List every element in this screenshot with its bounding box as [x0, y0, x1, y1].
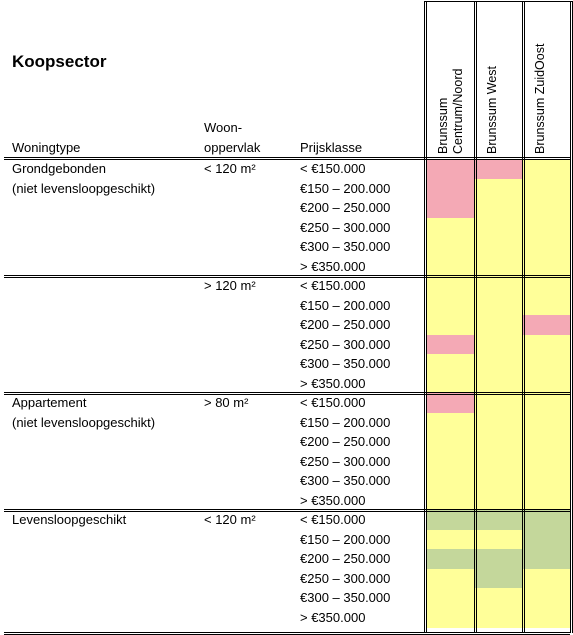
status-cell: [523, 393, 570, 413]
status-cell: [426, 276, 474, 296]
woonoppervlak-value: < 120 m²: [204, 161, 256, 176]
region-header-line2: Centrum/Noord: [451, 68, 465, 154]
status-cell: [523, 491, 570, 511]
status-cell: [426, 393, 474, 413]
status-cell: [523, 471, 570, 491]
status-cell: [523, 413, 570, 433]
row-separator: [4, 632, 570, 633]
status-cell: [523, 276, 570, 296]
status-cell: [426, 296, 474, 316]
status-cell: [426, 257, 474, 277]
status-cell: [426, 374, 474, 394]
status-cell: [475, 276, 522, 296]
status-cell: [426, 452, 474, 472]
status-cell: [523, 335, 570, 355]
prijsklasse-value: > €350.000: [300, 258, 366, 274]
prijsklasse-value: < €150.000: [300, 395, 366, 410]
region-header-line1: Brunssum West: [485, 66, 499, 154]
row-separator: [4, 277, 570, 278]
row-separator: [4, 157, 570, 158]
grid-border: [424, 1, 425, 633]
prijsklasse-value: €200 – 250.000: [300, 551, 391, 566]
row-separator: [4, 394, 570, 395]
status-cell: [475, 510, 522, 530]
woningtype-sublabel: (niet levensloopgeschikt): [12, 414, 156, 430]
page-title: Koopsector: [12, 52, 107, 71]
status-cell: [426, 198, 474, 218]
prijsklasse-value: €150 – 200.000: [300, 531, 391, 547]
status-cell: [475, 491, 522, 511]
grid-border: [474, 1, 475, 633]
status-cell: [523, 218, 570, 238]
status-cell: [426, 530, 474, 550]
header-prijsklasse: Prijsklasse: [300, 140, 363, 155]
header-woonoppervlak-1: Woon-: [204, 120, 243, 135]
prijsklasse-value: €200 – 250.000: [300, 200, 391, 215]
status-cell: [475, 237, 522, 257]
status-cell: [475, 393, 522, 413]
woningtype-sublabel: (niet levensloopgeschikt): [12, 180, 156, 196]
status-cell: [475, 354, 522, 374]
status-cell: [426, 179, 474, 199]
status-cell: [475, 530, 522, 550]
prijsklasse-value: > €350.000: [300, 375, 366, 391]
status-cell: [475, 335, 522, 355]
status-cell: [523, 198, 570, 218]
status-cell: [426, 218, 474, 238]
status-cell: [426, 335, 474, 355]
status-cell: [426, 315, 474, 335]
status-cell: [475, 198, 522, 218]
status-cell: [475, 608, 522, 628]
grid-border: [426, 1, 427, 633]
status-cell: [475, 432, 522, 452]
region-header-line1: Brunssum ZuidOost: [533, 43, 547, 154]
status-cell: [475, 315, 522, 335]
status-cell: [523, 179, 570, 199]
status-cell: [523, 257, 570, 277]
status-cell: [475, 296, 522, 316]
status-cell: [426, 237, 474, 257]
status-cell: [475, 588, 522, 608]
status-cell: [523, 237, 570, 257]
status-cell: [426, 432, 474, 452]
status-cell: [523, 452, 570, 472]
status-cell: [523, 569, 570, 589]
status-cell: [426, 588, 474, 608]
status-cell: [475, 257, 522, 277]
status-cell: [475, 413, 522, 433]
prijsklasse-value: €150 – 200.000: [300, 297, 391, 313]
status-cell: [523, 296, 570, 316]
status-cell: [426, 471, 474, 491]
status-cell: [475, 452, 522, 472]
grid-top-border: [424, 1, 573, 2]
prijsklasse-value: €300 – 350.000: [300, 473, 391, 488]
status-cell: [523, 315, 570, 335]
prijsklasse-value: €250 – 300.000: [300, 219, 391, 235]
woningtype-label: Grondgebonden: [12, 161, 106, 176]
status-cell: [523, 374, 570, 394]
prijsklasse-value: €250 – 300.000: [300, 336, 391, 352]
prijsklasse-value: €200 – 250.000: [300, 434, 391, 449]
woonoppervlak-value: < 120 m²: [204, 512, 256, 527]
header-woonoppervlak-2: oppervlak: [204, 140, 261, 155]
status-cell: [426, 510, 474, 530]
prijsklasse-value: €300 – 350.000: [300, 239, 391, 254]
status-cell: [523, 432, 570, 452]
status-cell: [523, 588, 570, 608]
status-cell: [523, 354, 570, 374]
prijsklasse-value: €250 – 300.000: [300, 453, 391, 469]
woonoppervlak-value: > 120 m²: [204, 278, 256, 293]
status-cell: [426, 413, 474, 433]
status-cell: [475, 471, 522, 491]
region-header-line1: Brunssum: [436, 97, 450, 154]
prijsklasse-value: €300 – 350.000: [300, 356, 391, 371]
grid-border: [476, 1, 477, 633]
row-separator: [4, 392, 570, 393]
prijsklasse-value: > €350.000: [300, 492, 366, 508]
status-cell: [523, 159, 570, 179]
grid-border: [524, 1, 525, 633]
prijsklasse-value: < €150.000: [300, 512, 366, 527]
row-separator: [4, 275, 570, 276]
prijsklasse-value: €200 – 250.000: [300, 317, 391, 332]
status-cell: [426, 354, 474, 374]
status-cell: [426, 159, 474, 179]
status-cell: [426, 569, 474, 589]
status-cell: [523, 608, 570, 628]
grid-border: [570, 1, 571, 633]
prijsklasse-value: €250 – 300.000: [300, 570, 391, 586]
prijsklasse-value: €150 – 200.000: [300, 414, 391, 430]
status-cell: [475, 159, 522, 179]
status-cell: [523, 510, 570, 530]
woonoppervlak-value: > 80 m²: [204, 395, 249, 410]
status-cell: [475, 179, 522, 199]
prijsklasse-value: €150 – 200.000: [300, 180, 391, 196]
status-cell: [475, 549, 522, 569]
status-cell: [523, 549, 570, 569]
status-cell: [426, 549, 474, 569]
woningtype-label: Levensloopgeschikt: [12, 512, 127, 527]
prijsklasse-value: €300 – 350.000: [300, 590, 391, 605]
status-cell: [475, 218, 522, 238]
prijsklasse-value: < €150.000: [300, 278, 366, 293]
status-cell: [426, 608, 474, 628]
region-header-2: [485, 4, 500, 154]
region-header-3: [533, 4, 548, 154]
status-cell: [475, 374, 522, 394]
status-cell: [426, 491, 474, 511]
prijsklasse-value: > €350.000: [300, 609, 366, 625]
woningtype-label: Appartement: [12, 395, 87, 410]
grid-border: [522, 1, 523, 633]
region-header-1: [436, 4, 466, 154]
status-cell: [475, 569, 522, 589]
prijsklasse-value: < €150.000: [300, 161, 366, 176]
header-woningtype: Woningtype: [12, 140, 81, 155]
status-cell: [523, 530, 570, 550]
